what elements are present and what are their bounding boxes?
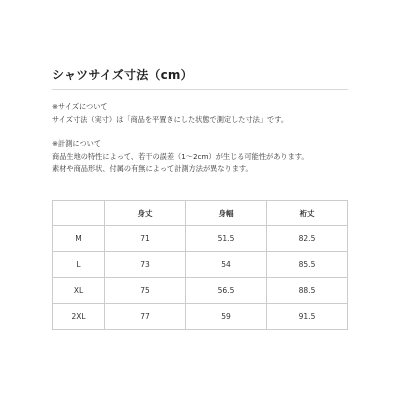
header-length-cell: 身丈 bbox=[105, 201, 186, 226]
length-cell: 75 bbox=[105, 278, 186, 304]
table-row bbox=[53, 252, 348, 278]
size-label-cell: M bbox=[53, 226, 105, 252]
size-table bbox=[52, 200, 348, 330]
page-title: シャツサイズ寸法（cm） bbox=[52, 68, 193, 82]
measure-note-line: 素材や商品形状、付属の有無によって計測方法が異なります。 bbox=[52, 164, 253, 173]
measure-note-line: 商品生地の特性によって、若干の誤差（1〜2cm）が生じる可能性があります。 bbox=[52, 151, 309, 161]
table-row bbox=[53, 278, 348, 304]
sleeve-cell: 85.5 bbox=[267, 252, 348, 278]
table-row bbox=[53, 304, 348, 330]
width-cell: 51.5 bbox=[186, 226, 267, 252]
header-sleeve-cell: 裄丈 bbox=[267, 201, 348, 226]
sleeve-cell: 91.5 bbox=[267, 304, 348, 330]
table-header-row bbox=[53, 201, 348, 226]
width-cell: 56.5 bbox=[186, 278, 267, 304]
length-cell: 71 bbox=[105, 226, 186, 252]
size-note bbox=[52, 101, 288, 126]
measure-note-heading: ※計測について bbox=[52, 139, 102, 148]
width-cell: 59 bbox=[186, 304, 267, 330]
header-width-cell: 身幅 bbox=[186, 201, 267, 226]
table-row bbox=[53, 226, 348, 252]
header-size-cell bbox=[53, 201, 105, 226]
length-cell: 73 bbox=[105, 252, 186, 278]
size-note-heading: ※サイズについて bbox=[52, 102, 108, 111]
width-cell: 54 bbox=[186, 252, 267, 278]
size-label-cell: L bbox=[53, 252, 105, 278]
sleeve-cell: 88.5 bbox=[267, 278, 348, 304]
size-label-cell: XL bbox=[53, 278, 105, 304]
length-cell: 77 bbox=[105, 304, 186, 330]
size-label-cell: 2XL bbox=[53, 304, 105, 330]
sleeve-cell: 82.5 bbox=[267, 226, 348, 252]
title-divider bbox=[52, 89, 348, 90]
size-note-line: サイズ寸法（実寸）は「商品を平置きにした状態で測定した寸法」です。 bbox=[52, 114, 289, 124]
measure-note bbox=[52, 138, 309, 176]
